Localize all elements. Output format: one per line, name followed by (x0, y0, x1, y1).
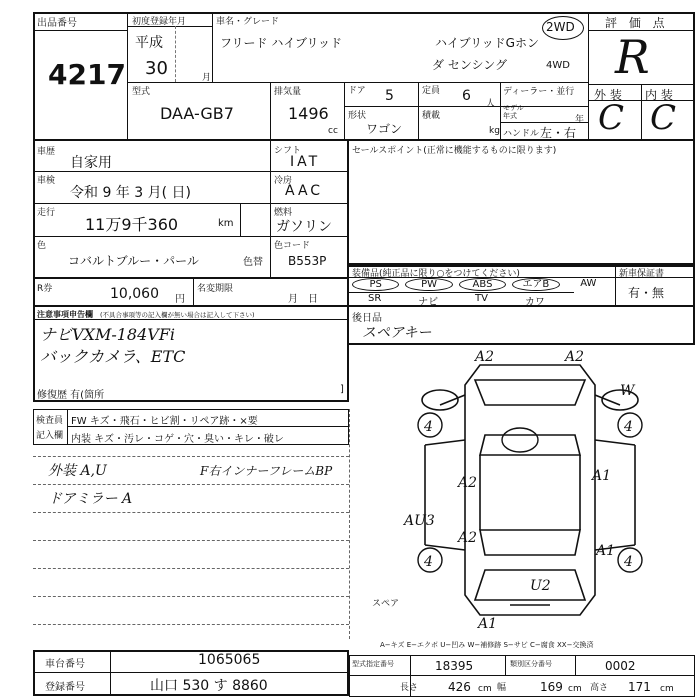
class-value: 0002 (605, 659, 636, 673)
handle-label: ハンドル (503, 129, 540, 139)
divider (505, 655, 506, 675)
plate-label: 登録番号 (45, 682, 85, 693)
reg-month-unit: 月 (202, 73, 212, 83)
sales-label: セールスポイント(正常に機能するものに限ります) (352, 146, 557, 156)
shape: ワゴン (366, 122, 403, 136)
cc-unit: cc (328, 126, 338, 136)
divider (127, 12, 128, 141)
equip-item-row1-3: エアB (512, 278, 559, 291)
car-name: フリード ハイブリッド (220, 36, 343, 50)
equip-item-row2-0: SR (368, 293, 382, 304)
divider (175, 26, 176, 82)
diagram-mark: A2 (458, 530, 478, 546)
grade-line2: ダ センシング (432, 58, 507, 72)
diagram-mark: A2 (565, 349, 585, 365)
equip-item-row1-2: ABS (459, 278, 506, 291)
color: コバルトブルー・パール (68, 254, 199, 268)
length-label: 長さ (400, 683, 419, 693)
divider (33, 319, 349, 320)
diagram-mark: A1 (478, 616, 498, 632)
handle: 左・右 (540, 126, 577, 140)
equip-item-row2-2: TV (475, 293, 488, 304)
height: 171 (628, 680, 651, 694)
divider (33, 236, 271, 237)
fee-label: 新車保証書 (619, 269, 665, 279)
ac: AAC (285, 183, 324, 199)
cc: 1496 (288, 104, 329, 123)
class-label: 類別区分番号 (510, 660, 552, 668)
doors-label: ドア (348, 86, 366, 96)
inspector-label2: 記入欄 (36, 431, 64, 441)
fee-value: 有・無 (628, 286, 665, 300)
recycle: 10,060 (110, 286, 159, 302)
height-unit: cm (660, 684, 674, 694)
history-label: 車歴 (37, 147, 56, 157)
diagram-mark: A1 (596, 543, 616, 559)
fuel-label: 燃料 (274, 208, 293, 218)
notes-line1: ナビVXM-184VFi (40, 325, 176, 344)
divider (615, 277, 695, 278)
width-label: 幅 (497, 683, 507, 693)
equip-item-row2-3: カワ (524, 297, 545, 308)
divider (127, 26, 213, 27)
shift-label: シフト (274, 146, 302, 156)
capacity-label: 定員 (422, 86, 441, 96)
dash-right (349, 409, 350, 639)
divider (33, 171, 271, 172)
dash-line (33, 596, 349, 597)
dash-line (33, 624, 349, 625)
reg-label: 初度登録年月 (132, 17, 187, 27)
notes-line2: バックカメラ、ETC (40, 347, 186, 366)
handwritten-line1: 外装 A,U (48, 463, 107, 479)
chassis: 1065065 (198, 652, 261, 668)
reg-year: 30 (145, 58, 168, 79)
diagram-mark: A2 (458, 475, 478, 491)
plate: 山口 530 す 8860 (150, 678, 268, 694)
divider (270, 141, 271, 279)
divider (349, 675, 695, 676)
divider (344, 106, 589, 107)
equipment-row2 (348, 293, 615, 307)
divider (240, 203, 241, 236)
grade-line1: ハイブリッドGホン (435, 36, 539, 50)
fuel: ガソリン (276, 219, 332, 235)
handwritten-line1b: F右インナーフレームBP (200, 464, 333, 478)
divider (33, 203, 271, 204)
name-label: 車名・グレード (216, 17, 280, 27)
repair-label: 修復歴 有(箇所 (37, 390, 105, 401)
color-label: 色 (37, 241, 47, 251)
color-code: B553P (288, 254, 327, 268)
notes-label: 注意事項申告欄 (37, 310, 93, 319)
ext-value: C (598, 98, 625, 138)
capacity-unit: 人 (486, 99, 496, 109)
diagram-mark: AU3 (404, 513, 435, 529)
mileage-label: 走行 (37, 208, 56, 218)
shift: IAT (290, 154, 321, 170)
sales-frame (348, 141, 695, 265)
diagram-mark: W (620, 383, 635, 399)
divider (33, 30, 128, 31)
divider (500, 82, 501, 141)
spare-label: スペア (372, 599, 400, 609)
lot-number: 4217 (48, 58, 126, 91)
divider (641, 84, 642, 141)
dash-line (33, 484, 349, 485)
shape-label: 形状 (348, 111, 367, 121)
divider (418, 82, 419, 141)
divider (270, 203, 348, 204)
diagram-mark: A2 (475, 349, 495, 365)
dash-line (33, 540, 349, 541)
equipment-label: 装備品(純正品に限り○をつけてください) (352, 269, 520, 279)
divider (270, 82, 271, 141)
model: DAA-GB7 (160, 104, 234, 123)
dealer-label: ディーラー・並行 (503, 87, 575, 97)
inspector-label1: 検査員 (36, 416, 64, 426)
name-change-unit: 月 日 (288, 294, 318, 305)
length: 426 (448, 680, 471, 694)
divider (344, 82, 345, 141)
equip-item-row2-1: ナビ (418, 297, 439, 308)
handwritten-line2: ドアミラー A (48, 491, 133, 507)
divider (212, 12, 213, 82)
inspector-row2: 内装 キズ・汚レ・コゲ・穴・臭い・キレ・破レ (71, 434, 284, 445)
cert-label: 型式指定番号 (352, 660, 394, 668)
doors: 5 (385, 88, 394, 104)
diagram-mark: 4 (424, 554, 433, 570)
recycle-unit: 円 (175, 294, 185, 305)
mileage-unit: km (218, 218, 234, 229)
diagram-mark: A1 (592, 468, 612, 484)
cert-value: 18395 (435, 659, 474, 673)
ac-label: 冷房 (274, 176, 293, 186)
diagram-mark: 4 (624, 419, 633, 435)
diagram-mark: U2 (530, 578, 551, 594)
divider (193, 279, 194, 307)
ext-label: 外 装 (594, 88, 622, 102)
dash-line (33, 456, 349, 457)
diagram-mark: 4 (624, 554, 633, 570)
model-year-unit: 年 (575, 115, 585, 125)
dash-line (33, 568, 349, 569)
capacity: 6 (462, 88, 471, 104)
inspection: 令和 9 年 3 月( 日) (70, 185, 191, 201)
width: 169 (540, 680, 563, 694)
mileage: 11万9千360 (85, 215, 179, 234)
length-unit: cm (478, 684, 492, 694)
legend: A−キズ E−エクボ U−凹み W−補修跡 S−サビ C−腐食 XX−交換済 (380, 641, 594, 649)
top-frame (33, 12, 695, 141)
dash-line (33, 512, 349, 513)
era: 平成 (135, 35, 163, 51)
notes-sublabel: (不具合事項等の記入欄が無い場合は記入して下さい) (100, 311, 255, 319)
grade-label: 評 価 点 (605, 16, 669, 30)
height-label: 高さ (590, 683, 609, 693)
recycle-label: R券 (37, 284, 53, 294)
load-label: 積載 (422, 111, 441, 121)
divider (110, 650, 111, 696)
equip-item-row1-4: AW (580, 278, 597, 289)
equip-item-row1-0: PS (352, 278, 399, 291)
equipment-row1 (348, 278, 615, 292)
load-unit: kg (489, 126, 500, 136)
later-value: スペアキー (362, 325, 432, 341)
inspection-label: 車検 (37, 176, 56, 186)
color-code-label: 色コード (274, 241, 311, 251)
drive-2wd: 2WD (546, 20, 575, 34)
later-label: 後日品 (352, 313, 382, 324)
divider (67, 409, 68, 445)
divider (33, 672, 349, 673)
color-change-label: 色替 (243, 257, 263, 268)
chassis-label: 車台番号 (45, 659, 85, 670)
divider (270, 171, 348, 172)
car-diagram (380, 345, 680, 635)
model-year-label: モデル年式 (503, 104, 524, 120)
diagram-mark: 4 (424, 419, 433, 435)
equip-item-row1-1: PW (405, 278, 452, 291)
grade-value: R (615, 30, 650, 84)
cc-label: 排気量 (274, 87, 302, 97)
width-unit: cm (568, 684, 582, 694)
name-change-label: 名変期限 (197, 284, 234, 294)
history: 自家用 (70, 155, 112, 171)
int-label: 内 装 (645, 88, 673, 102)
divider (575, 655, 576, 675)
model-label: 型式 (132, 87, 151, 97)
drive-4wd: 4WD (546, 60, 570, 71)
inspector-row1: FW キズ・飛石・ヒビ割・リペア跡・×要 (71, 416, 258, 427)
divider (500, 122, 589, 123)
divider (270, 236, 348, 237)
divider (615, 265, 616, 307)
int-value: C (650, 98, 677, 138)
lot-label: 出品番号 (37, 18, 77, 29)
repair-end: ] (340, 384, 344, 395)
